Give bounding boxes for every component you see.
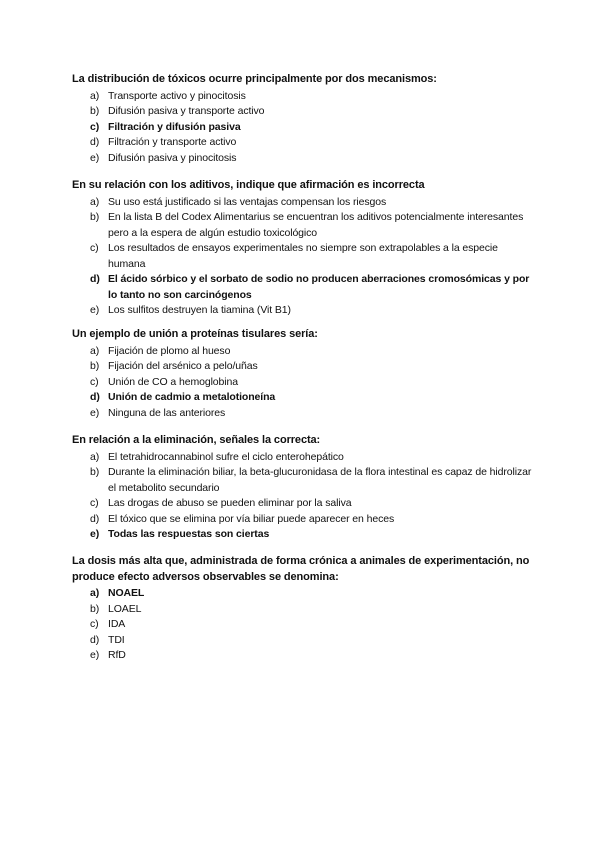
option-text: Los sulfitos destruyen la tiamina (Vit B1) xyxy=(108,304,291,316)
option-e-correct xyxy=(72,527,532,543)
option-letter: e) xyxy=(90,406,100,419)
option-d-correct xyxy=(72,390,532,406)
option-letter: d) xyxy=(90,633,100,646)
option-text: Difusión pasiva y transporte activo xyxy=(108,105,265,117)
option-letter: e) xyxy=(90,151,100,164)
option-d-correct xyxy=(72,272,532,303)
option-d xyxy=(72,633,532,649)
option-text: Todas las respuestas son ciertas xyxy=(108,528,270,540)
option-text: Filtración y transporte activo xyxy=(108,136,237,148)
option-text: Filtración y difusión pasiva xyxy=(108,120,241,133)
question-title: La dosis más alta que, administrada de forma crónica a animales de experimentación, no produce efecto adversos observables se denomina: xyxy=(72,555,530,583)
option-list xyxy=(72,89,532,167)
question-title: En relación a la eliminación, señales la correcta: xyxy=(72,434,321,446)
option-text: Unión de CO a hemoglobina xyxy=(108,375,239,388)
option-letter: c) xyxy=(90,242,99,254)
option-list xyxy=(72,195,532,319)
option-text: Transporte activo y pinocitosis xyxy=(108,89,246,102)
option-letter: b) xyxy=(90,211,100,223)
option-a xyxy=(72,344,532,360)
option-c xyxy=(72,496,532,512)
option-letter: b) xyxy=(90,466,100,478)
option-a xyxy=(72,450,532,466)
option-b xyxy=(72,210,532,241)
option-list xyxy=(72,586,532,664)
option-c xyxy=(72,241,532,272)
option-letter: b) xyxy=(90,105,100,117)
option-text: RfD xyxy=(108,649,126,661)
option-text: El ácido sórbico y el sorbato de sodio no producen aberraciones cromosómicas y por lo tanto no son carcinógenos xyxy=(108,273,530,301)
option-b xyxy=(72,359,532,375)
option-text: NOAEL xyxy=(108,587,145,599)
option-text: LOAEL xyxy=(108,602,142,615)
option-c-correct xyxy=(72,120,532,136)
option-text: El tetrahidrocannabinol sufre el ciclo enterohepático xyxy=(108,450,344,463)
option-a-correct xyxy=(72,586,532,602)
option-text: Unión de cadmio a metalotioneína xyxy=(108,391,276,403)
question-title: Un ejemplo de unión a proteínas tisulares sería: xyxy=(72,328,318,340)
option-letter: d) xyxy=(90,136,100,148)
option-d xyxy=(72,512,532,528)
option-text: Ninguna de las anteriores xyxy=(108,406,226,419)
question-title: En su relación con los aditivos, indique que afirmación es incorrecta xyxy=(72,179,425,191)
question-5 xyxy=(72,554,532,664)
option-list xyxy=(72,450,532,543)
option-text: Fijación del arsénico a pelo/uñas xyxy=(108,360,258,372)
option-e xyxy=(72,151,532,167)
option-e xyxy=(72,648,532,664)
option-e xyxy=(72,406,532,422)
option-b xyxy=(72,104,532,120)
option-letter: e) xyxy=(90,649,100,661)
question-1 xyxy=(72,72,532,166)
option-letter: d) xyxy=(90,391,100,403)
option-b xyxy=(72,602,532,618)
question-3 xyxy=(72,327,532,421)
option-text: IDA xyxy=(108,618,126,630)
option-e xyxy=(72,303,532,319)
option-text: Durante la eliminación biliar, la beta-glucuronidasa de la flora intestinal es capaz de hidrolizar el metabolito secundario xyxy=(108,466,532,494)
option-letter: a) xyxy=(90,587,100,599)
option-letter: a) xyxy=(90,450,100,463)
option-c xyxy=(72,617,532,633)
option-letter: e) xyxy=(90,304,100,316)
option-letter: e) xyxy=(90,528,100,540)
option-letter: d) xyxy=(90,512,100,525)
option-letter: c) xyxy=(90,375,99,388)
question-title: La distribución de tóxicos ocurre principalmente por dos mecanismos: xyxy=(72,73,437,85)
option-text: Su uso está justificado si las ventajas compensan los riesgos xyxy=(108,195,387,208)
option-d xyxy=(72,135,532,151)
option-text: Difusión pasiva y pinocitosis xyxy=(108,151,237,164)
option-letter: c) xyxy=(90,120,100,133)
option-letter: d) xyxy=(90,273,100,285)
option-text: En la lista B del Codex Alimentarius se encuentran los aditivos potencialmente interesantes pero a la espera de algún estudio toxicológico xyxy=(108,211,524,239)
option-a xyxy=(72,89,532,105)
option-text: Fijación de plomo al hueso xyxy=(108,344,231,357)
question-2 xyxy=(72,178,532,319)
option-b xyxy=(72,465,532,496)
option-letter: c) xyxy=(90,618,99,630)
option-letter: c) xyxy=(90,497,99,509)
option-letter: b) xyxy=(90,602,100,615)
option-text: Los resultados de ensayos experimentales no siempre son extrapolables a la especie humana xyxy=(108,242,498,270)
option-letter: a) xyxy=(90,344,100,357)
option-text: El tóxico que se elimina por vía biliar puede aparecer en heces xyxy=(108,512,395,525)
option-letter: a) xyxy=(90,195,100,208)
option-text: TDI xyxy=(108,633,125,646)
option-letter: b) xyxy=(90,360,100,372)
option-letter: a) xyxy=(90,89,100,102)
option-a xyxy=(72,195,532,211)
question-4 xyxy=(72,433,532,543)
option-c xyxy=(72,375,532,391)
option-text: Las drogas de abuso se pueden eliminar por la saliva xyxy=(108,497,352,509)
option-list xyxy=(72,344,532,422)
